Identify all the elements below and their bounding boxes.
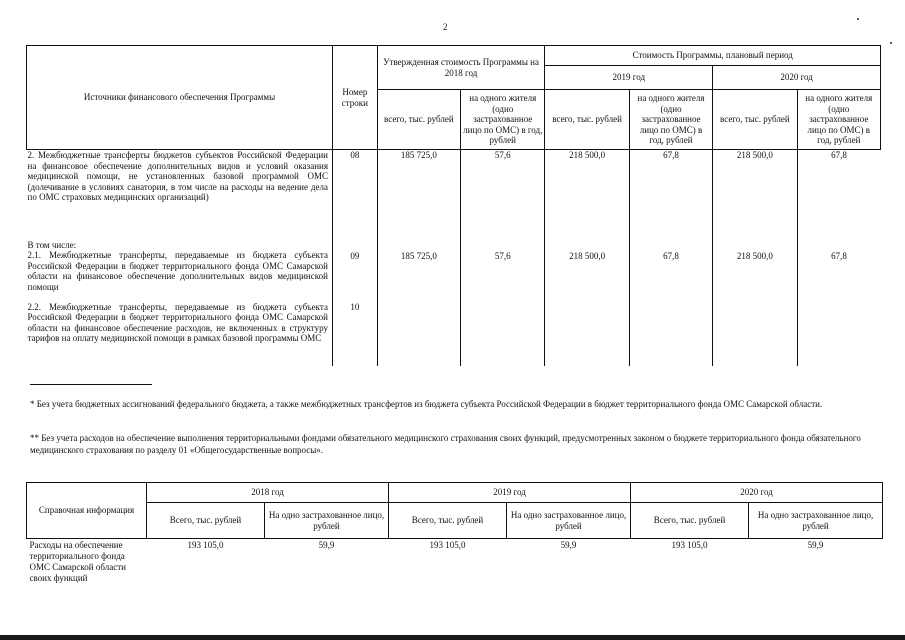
value-2020-total: 218 500,0 <box>713 150 797 240</box>
header-per-insured-2018: На одно застрахованное лицо, рублей <box>265 503 389 539</box>
header-total-2018: Всего, тыс. рублей <box>147 503 265 539</box>
footnote-2: ** Без учета расходов на обеспечение выполнения территориальными фондами обязательного медицинского страхования своих функций, предусмотренных законом о бюджете территориального фонда обязательного медицинского страхования по разделу 01 «Общегосударственные вопросы». <box>30 433 861 456</box>
value-2018-total <box>377 302 460 366</box>
header-year-2019: 2019 год <box>389 483 631 503</box>
table-row <box>27 302 881 366</box>
header-approved-cost-2018: Утвержденная стоимость Программы на 2018 год <box>377 46 545 90</box>
row-number: 08 <box>332 150 377 240</box>
header-year-2019: 2019 год <box>545 66 713 90</box>
value-2019-per-resident: 67,8 <box>629 150 712 240</box>
value-2018-per-resident: 57,6 <box>461 150 545 240</box>
header-reference-info: Справочная информация <box>27 483 147 539</box>
value-2019-per-insured: 59,9 <box>560 540 577 550</box>
header-total-2020: всего, тыс. рублей <box>713 90 797 150</box>
value-2019-per-resident <box>629 302 712 366</box>
value-2018-total: 185 725,0 <box>377 240 460 302</box>
table-row <box>27 240 881 302</box>
scan-bottom-edge <box>0 635 905 640</box>
table-row <box>27 150 881 240</box>
value-2020-total: 193 105,0 <box>671 540 708 550</box>
header-sources: Источники финансового обеспечения Программы <box>27 46 333 150</box>
header-total-2018: всего, тыс. рублей <box>377 90 460 150</box>
header-total-2020: Всего, тыс. рублей <box>631 503 749 539</box>
value-2018-per-insured: 59,9 <box>318 540 335 550</box>
row-number: 09 <box>332 240 377 302</box>
row-label: Расходы на обеспечение территориального фонда ОМС Самарской области своих функций <box>29 540 126 583</box>
value-2020-per-resident: 67,8 <box>831 150 847 160</box>
header-per-insured-2019: На одно застрахованное лицо, рублей <box>507 503 631 539</box>
value-2019-per-resident: 67,8 <box>629 240 712 302</box>
header-total-2019: всего, тыс. рублей <box>545 90 629 150</box>
value-2018-total: 193 105,0 <box>187 540 224 550</box>
scan-dot-mark <box>890 42 892 44</box>
value-2018-total: 185 725,0 <box>377 150 460 240</box>
header-per-resident-2018: на одного жителя (одно застрахованное лицо по ОМС) в год, рублей <box>461 90 545 150</box>
table-row <box>27 539 883 585</box>
row-source-text: 2. Межбюджетные трансферты бюджетов субъектов Российской Федерации на финансовое обеспечение дополнительных видов и условий оказания медицинской помощи, не установленных базовой программой ОМС (долечивание в условиях санатория, в том числе на расходы на ведение дела по ОМС страховых медицинских организаций) <box>27 150 333 240</box>
value-2020-total <box>713 302 797 366</box>
header-per-resident-2020: на одного жителя (одно застрахованное лицо по ОМС) в год, рублей <box>797 90 880 150</box>
row-source-text: 2.2. Межбюджетные трансферты, передаваемые из бюджета субъекта Российской Федерации в бюджет территориального фонда ОМС Самарской области на финансовое обеспечение расходов, не включенных в структуру тарифов на оплату медицинской помощи в рамках базовой программы ОМС <box>27 302 333 366</box>
value-2020-per-resident: 67,8 <box>831 250 847 261</box>
header-per-resident-2019: на одного жителя (одно застрахованное лицо по ОМС) в год, рублей <box>629 90 712 150</box>
header-row-number: Номер строки <box>332 46 377 150</box>
row-number: 10 <box>332 302 377 366</box>
value-2019-total: 218 500,0 <box>545 150 629 240</box>
value-2019-total <box>545 302 629 366</box>
financing-sources-table <box>26 45 881 366</box>
header-planned-period: Стоимость Программы, плановый период <box>545 46 881 66</box>
value-2020-per-resident <box>797 302 880 366</box>
value-2018-per-resident: 57,6 <box>461 240 545 302</box>
page-number: 2 <box>443 22 448 32</box>
header-per-insured-2020: На одно застрахованное лицо, рублей <box>749 503 883 539</box>
footnote-divider <box>30 384 152 385</box>
value-2020-per-insured: 59,9 <box>807 540 824 550</box>
header-year-2020: 2020 год <box>713 66 881 90</box>
footnote-1: * Без учета бюджетных ассигнований федерального бюджета, а также межбюджетных трансфертов из бюджета субъекта Российской Федерации в бюджет территориального фонда ОМС Самарской области. <box>30 399 823 409</box>
reference-info-table <box>26 482 883 585</box>
value-2018-per-resident <box>461 302 545 366</box>
row-source-text: 2.1. Межбюджетные трансферты, передаваемые из бюджета субъекта Российской Федерации в бюджет территориального фонда ОМС Самарской области на финансовое обеспечение дополнительных видов медицинской помощи <box>27 250 328 292</box>
header-year-2020: 2020 год <box>631 483 883 503</box>
value-2020-total: 218 500,0 <box>713 240 797 302</box>
header-total-2019: Всего, тыс. рублей <box>389 503 507 539</box>
row-source-prefix: В том числе: <box>27 239 77 250</box>
scan-dot-mark <box>857 18 859 20</box>
header-year-2018: 2018 год <box>147 483 389 503</box>
value-2019-total: 193 105,0 <box>429 540 466 550</box>
value-2019-total: 218 500,0 <box>545 240 629 302</box>
